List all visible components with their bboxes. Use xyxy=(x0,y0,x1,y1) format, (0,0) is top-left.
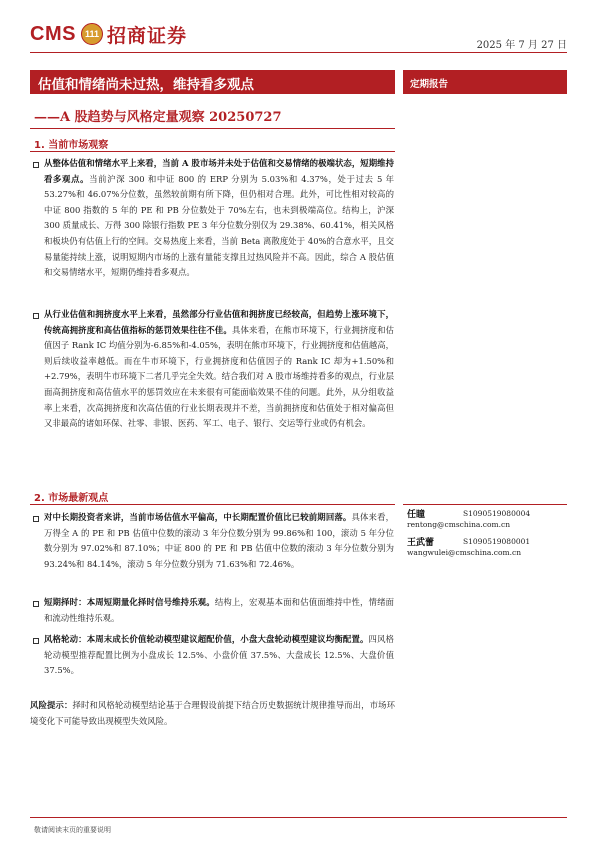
section-heading-current-market: 1. 当前市场观察 xyxy=(34,140,109,151)
subtitle-divider xyxy=(30,128,395,129)
paragraph-overall-valuation xyxy=(44,156,394,281)
bullet-box-icon xyxy=(33,162,39,168)
paragraph-body: 当前沪深 300 和中证 800 的 ERP 分别为 5.03%和 4.37%，处于过去 5 年 53.27%和 46.07%分位数，虽然较前期有所下降，但仍相对合理。此外，可比性相对较高的中证 800 指数的 5 年的 PE 和 PB 分位数处于 70%左右，也未到极端高位。结构上，沪深 300 质量成长、万得 300 除银行指数 PE 3 年分位数分别仅为 29.38%、60.41%，相关风格和板块仍有估值上行的空间。交易热度上来看，当前 Beta 离散度处于 40%的合意水平，且交易量能持续上涨，说明短期内市场的上涨有量能支撑且过热风险并不高。因此，综合 A 股估值和交易情绪水平，短期仍维持看多观点。 xyxy=(44,173,394,278)
analyst-cert-id: S1090519080001 xyxy=(463,537,531,546)
report-title: 估值和情绪尚未过热，维持看多观点 xyxy=(38,77,254,93)
bullet-box-icon xyxy=(33,638,39,644)
paragraph-style-rotation xyxy=(44,632,394,679)
footer-divider xyxy=(30,817,567,818)
company-logo xyxy=(30,22,187,46)
section-divider xyxy=(30,504,395,505)
logo-emblem-icon: 111 xyxy=(81,23,103,45)
paragraph-lead: 对中长期投资者来讲，当前市场估值水平偏高，中长期配置价值比已较前期回落。 xyxy=(44,512,352,522)
section-heading-latest-views: 2. 市场最新观点 xyxy=(34,493,109,504)
paragraph-long-term-investors xyxy=(44,510,394,572)
header-divider xyxy=(30,52,567,53)
logo-text-en: CMS xyxy=(30,22,76,45)
paragraph-lead: 从行业估值和拥挤度水平上来看，虽然部分行业估值和拥挤度已经较高，但趋势上涨环境下，传统高拥挤度和高估值指标的惩罚效果往往不佳。 xyxy=(44,309,394,335)
paragraph-body: 结构上，宏观基本面和估值面维持中性，情绪面和流动性维持乐观。 xyxy=(44,597,394,623)
report-type: 定期报告 xyxy=(410,79,449,90)
paragraph-lead: 从整体估值和情绪水平上来看，当前 A 股市场并未处于估值和交易情绪的极端状态，短期维持看多观点。 xyxy=(44,158,394,184)
report-subtitle: ——A 股趋势与风格定量观察 20250727 xyxy=(34,110,282,125)
analyst-cert-id: S1090519080004 xyxy=(463,509,531,518)
analyst-name: 任瞳 xyxy=(407,510,426,520)
bullet-box-icon xyxy=(33,313,39,319)
analyst-email[interactable]: wangwulei@cmschina.com.cn xyxy=(407,548,522,557)
report-date: 2025 年 7 月 27 日 xyxy=(476,40,567,51)
bullet-box-icon xyxy=(33,516,39,522)
risk-text: 择时和风格轮动模型结论基于合理假设前提下结合历史数据统计规律推导而出，市场环境变化下可能导致出现模型失效风险。 xyxy=(30,700,396,726)
risk-label: 风险提示： xyxy=(30,700,73,710)
paragraph-body: 四风格轮动模型推荐配置比例为小盘成长 12.5%、小盘价值 37.5%、大盘成长 12.5%、大盘价值 37.5%。 xyxy=(44,634,395,676)
paragraph-body: 具体来看，万得全 A 的 PE 和 PB 估值中位数的滚动 3 年分位数分别为 99.86%和 100，滚动 5 年分位数分别为 97.02%和 87.10%；中证 800 的 PE 和 PB 估值中位数的滚动 3 年分位数分别为 93.24%和 84.14%，滚动 5 年分位数分别为 71.63%和 72.46%。 xyxy=(44,512,395,569)
logo-text-cn: 招商证券 xyxy=(106,24,187,47)
footer-disclaimer[interactable]: 敬请阅读末页的重要说明 xyxy=(34,826,111,834)
analyst-email[interactable]: rentong@cmschina.com.cn xyxy=(407,520,511,529)
paragraph-lead: 风格轮动：本周末成长价值轮动模型建议超配价值，小盘大盘轮动模型建议均衡配置。 xyxy=(44,634,369,644)
analyst-name: 王武蕾 xyxy=(407,538,435,548)
analyst-divider xyxy=(403,504,567,505)
paragraph-lead: 短期择时：本周短期量化择时信号维持乐观。 xyxy=(44,597,215,607)
bullet-box-icon xyxy=(33,601,39,607)
paragraph-industry-crowding xyxy=(44,307,394,432)
paragraph-short-term-timing xyxy=(44,595,394,626)
risk-warning xyxy=(30,697,395,729)
paragraph-body: 具体来看，在熊市环境下，行业拥挤度和估值因子 Rank IC 均值分别为-6.85%和-4.05%，表明在熊市环境下，行业拥挤度和估值越高，则后续收益率越低。而在牛市环境下，行业拥挤度和估值因子的 Rank IC 却为+1.50%和+2.79%，表明牛市环境下二者几乎完全失效。结合我们对 A 股市场维持看多的观点，行业层面高拥挤度和高估值水平的惩罚效应在未来很有可能面临效果不佳的问题。此外，从分组收益率上来看，次高拥挤度和次高估值的行业长期表现并不差，当前拥挤度和估值处于相对偏高但又非最高的诸如环保、社零、非银、医药、军工、电子、银行、交运等行业或仍有机会。 xyxy=(44,324,395,429)
section-divider xyxy=(30,151,395,152)
